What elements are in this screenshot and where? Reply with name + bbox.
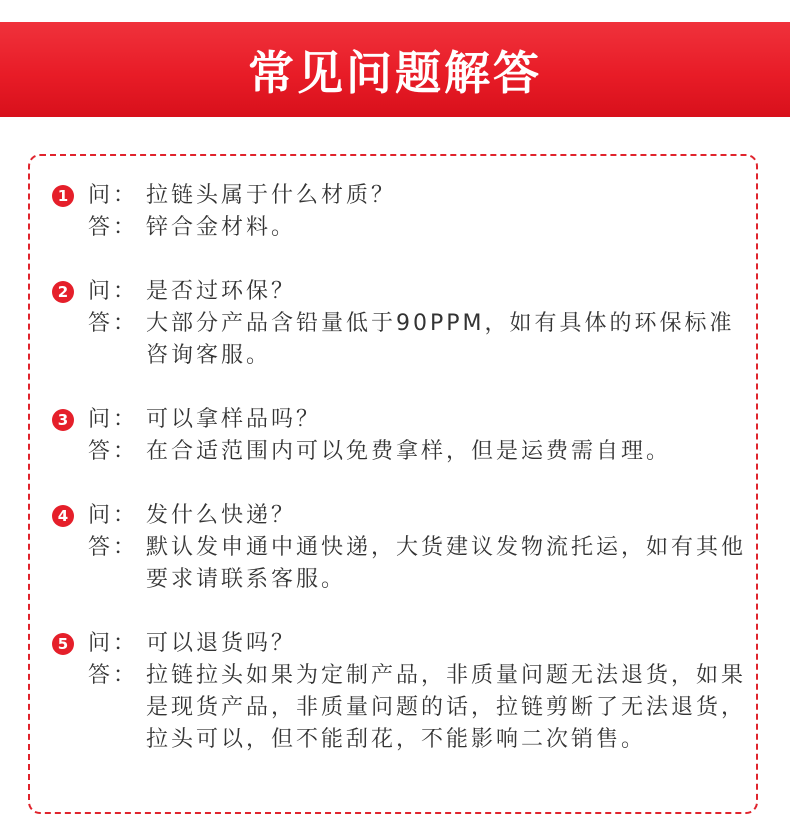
number-badge: 3 bbox=[52, 409, 74, 431]
question-text: 是否过环保？ bbox=[146, 279, 297, 304]
question-label: 问： bbox=[88, 183, 139, 208]
number-badge: 5 bbox=[52, 633, 74, 655]
answer-label: 答： bbox=[88, 535, 139, 560]
faq-item-3 bbox=[52, 404, 752, 468]
answer-text: 锌合金材料。 bbox=[146, 215, 297, 240]
question-row bbox=[52, 276, 752, 308]
answer-label: 答： bbox=[88, 311, 139, 336]
answer-text: 大部分产品含铅量低于90PPM，如有具体的环保标准咨询客服。 bbox=[146, 311, 735, 368]
faq-item-4 bbox=[52, 500, 752, 596]
answer-text: 在合适范围内可以免费拿样，但是运费需自理。 bbox=[146, 439, 672, 464]
header-banner bbox=[0, 22, 790, 117]
answer-label: 答： bbox=[88, 663, 139, 688]
number-badge: 2 bbox=[52, 281, 74, 303]
answer-row bbox=[52, 436, 752, 468]
question-row bbox=[52, 500, 752, 532]
answer-row bbox=[52, 212, 752, 244]
question-label: 问： bbox=[88, 407, 139, 432]
question-row bbox=[52, 180, 752, 212]
question-label: 问： bbox=[88, 503, 139, 528]
number-badge: 1 bbox=[52, 185, 74, 207]
answer-row bbox=[52, 308, 752, 372]
question-row bbox=[52, 628, 752, 660]
question-text: 可以退货吗？ bbox=[146, 631, 297, 656]
answer-text: 拉链拉头如果为定制产品，非质量问题无法退货，如果是现货产品，非质量问题的话，拉链剪断了无法退货，拉头可以，但不能刮花，不能影响二次销售。 bbox=[146, 663, 747, 752]
answer-row bbox=[52, 660, 752, 756]
answer-text: 默认发申通中通快递，大货建议发物流托运，如有其他要求请联系客服。 bbox=[146, 535, 747, 592]
faq-item-1 bbox=[52, 180, 752, 244]
answer-label: 答： bbox=[88, 439, 139, 464]
question-label: 问： bbox=[88, 631, 139, 656]
question-text: 可以拿样品吗？ bbox=[146, 407, 322, 432]
question-text: 发什么快递？ bbox=[146, 503, 297, 528]
faq-item-2 bbox=[52, 276, 752, 372]
page-title: 常见问题解答 bbox=[248, 45, 542, 100]
question-row bbox=[52, 404, 752, 436]
number-badge: 4 bbox=[52, 505, 74, 527]
faq-item-5 bbox=[52, 628, 752, 756]
answer-label: 答： bbox=[88, 215, 139, 240]
question-label: 问： bbox=[88, 279, 139, 304]
answer-row bbox=[52, 532, 752, 596]
question-text: 拉链头属于什么材质？ bbox=[146, 183, 397, 208]
